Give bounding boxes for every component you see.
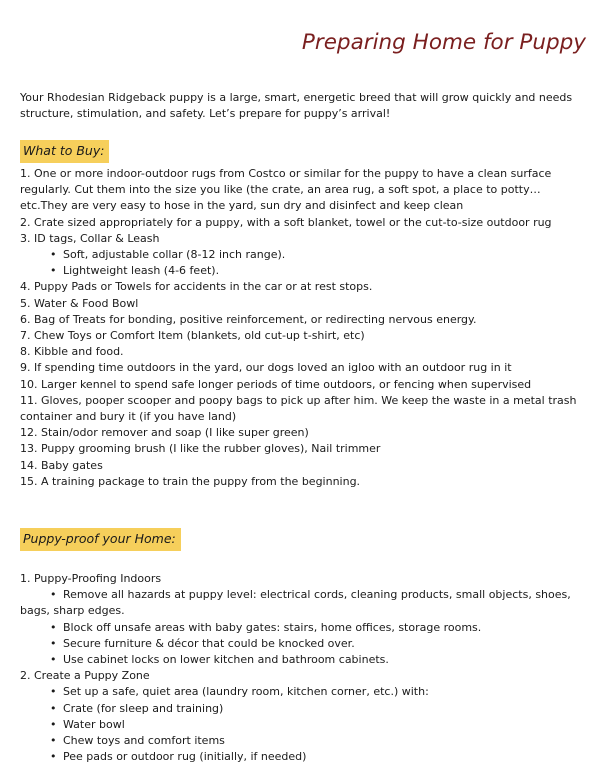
- list-item: 4. Puppy Pads or Towels for accidents in the car or at rest stops.: [20, 280, 373, 294]
- list-item: 11. Gloves, pooper scooper and poopy bags to pick up after him. We keep the waste in a metal trash container and bury it (if you have land): [20, 393, 577, 424]
- sub-list-item-continuation: bags, sharp edges.: [20, 604, 125, 618]
- page-title: Preparing Home for Puppy: [301, 30, 586, 55]
- list-item: [20, 571, 582, 668]
- list-item: [20, 668, 582, 765]
- list-item: 12. Stain/odor remover and soap (I like super green): [20, 426, 309, 440]
- sub-list: [20, 587, 582, 668]
- sub-list-item: • Block off unsafe areas with baby gates: stairs, home offices, storage rooms.: [50, 620, 582, 636]
- list-item: 15. A training package to train the puppy from the beginning.: [20, 474, 361, 488]
- list-item: 5. Water & Food Bowl: [20, 296, 139, 310]
- list-item-text: 2. Create a Puppy Zone: [20, 669, 150, 683]
- list-item-text: 1. Puppy-Proofing Indoors: [20, 572, 162, 585]
- list-item: 6. Bag of Treats for bonding, positive reinforcement, or redirecting nervous energy.: [20, 312, 477, 326]
- sub-list-item: • Use cabinet locks on lower kitchen and bathroom cabinets.: [50, 652, 582, 668]
- sub-list-item: [20, 587, 582, 619]
- list-item: 14. Baby gates: [20, 458, 103, 472]
- puppy-proof-heading: Puppy-proof your Home:: [20, 528, 181, 551]
- sub-list-item: • Secure furniture & décor that could be knocked over.: [50, 636, 582, 652]
- puppy-proof-list: [20, 571, 582, 765]
- sub-list: [20, 247, 582, 279]
- sub-list-item: • Pee pads or outdoor rug (initially, if needed): [50, 749, 582, 765]
- list-item: 7. Chew Toys or Comfort Item (blankets, old cut-up t-shirt, etc): [20, 329, 365, 343]
- sub-list-item: • Crate (for sleep and training): [50, 701, 582, 717]
- what-to-buy-list: [20, 166, 582, 490]
- sub-list-item: • Soft, adjustable collar (8-12 inch range).: [50, 247, 582, 263]
- what-to-buy-heading: What to Buy:: [20, 140, 109, 163]
- sub-list-item: • Water bowl: [50, 717, 582, 733]
- list-item: 2. Crate sized appropriately for a puppy, with a soft blanket, towel or the cut-to-size outdoor rug: [20, 215, 552, 229]
- list-item-text: 3. ID tags, Collar & Leash: [20, 231, 160, 245]
- list-item: 10. Larger kennel to spend safe longer periods of time outdoors, or fencing when supervised: [20, 377, 532, 391]
- list-item: 1. One or more indoor-outdoor rugs from Costco or similar for the puppy to have a clean surface regularly. Cut them into the size you like (the crate, an area rug, a soft spot, a place to potty…etc.They are very easy to hose in the yard, sun dry and disinfect and keep clean: [20, 167, 552, 213]
- sub-list-item: • Lightweight leash (4-6 feet).: [50, 263, 582, 279]
- sub-list: [20, 684, 582, 765]
- sub-list-item-text: Remove all hazards at puppy level: electrical cords, cleaning products, small objects, shoes,: [63, 588, 571, 602]
- sub-list-item: • Chew toys and comfort items: [50, 733, 582, 749]
- intro-paragraph: Your Rhodesian Ridgeback puppy is a large, smart, energetic breed that will grow quickly and needs structure, stimulation, and safety. Let’s prepare for puppy’s arrival!: [20, 91, 573, 120]
- list-item: 9. If spending time outdoors in the yard, our dogs loved an igloo with an outdoor rug in it: [20, 361, 512, 375]
- list-item: 13. Puppy grooming brush (I like the rubber gloves), Nail trimmer: [20, 442, 381, 456]
- list-item: [20, 231, 582, 280]
- list-item: 8. Kibble and food.: [20, 345, 124, 359]
- sub-list-item: • Set up a safe, quiet area (laundry room, kitchen corner, etc.) with:: [50, 684, 582, 700]
